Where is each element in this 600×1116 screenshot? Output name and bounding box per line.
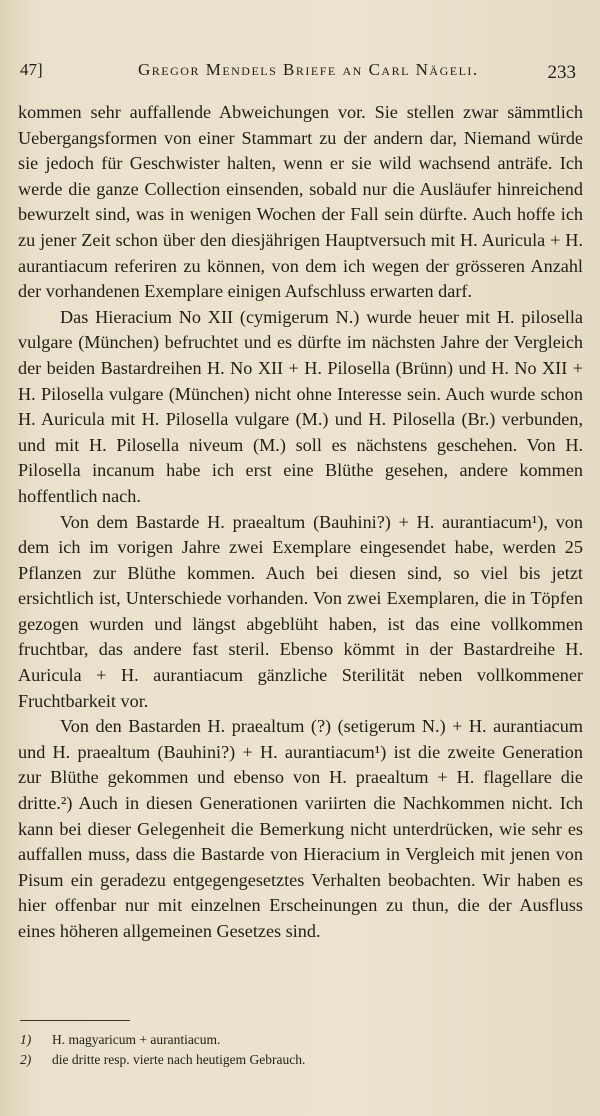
footnote-marker: 1) — [20, 1032, 32, 1047]
footnote — [20, 1050, 580, 1070]
paragraph: Von dem Bastarde H. praealtum (Bauhini?) + H. aurantiacum¹), von dem ich im vorigen Jahre zwei Exemplare eingesendet habe, werden 25 Pflanzen zur Blüthe kommen. Auch bei diesen sind, so viel bis jetzt ersichtlich ist, Unterschiede vorhanden. Von zwei Exemplaren, die in Töpfen gezogen wurden und längst abgeblüht haben, ist das eine vollkommen fruchtbar, das andere fast steril. Ebenso kömmt in der Bastardreihe H. Auricula + H. aurantiacum gänzliche Sterilität neben vollkommener Fruchtbarkeit vor. — [18, 511, 583, 711]
paragraph: kommen sehr auffallende Abweichungen vor. Sie stellen zwar sämmtlich Uebergangsformen von einer Stammart zu der andern dar, Niemand würde sie jedoch für Geschwister halten, wenn er sie wild wachsend anträfe. Ich werde die ganze Collection einsenden, sobald nur die Ausläufer hinreichend bewurzelt sind, was in wenigen Wochen der Fall sein dürfte. Auch hoffe ich zu jener Zeit schon über den diesjährigen Hauptversuch mit H. Auricula + H. aurantiacum referiren zu können, von dem ich wegen der grösseren Anzahl der vorhandenen Exemplare einigen Aufschluss erwarten darf. — [18, 102, 583, 302]
footnote-text: die dritte resp. vierte nach heutigem Gebrauch. — [52, 1052, 306, 1067]
paragraph: Das Hieracium No XII (cymigerum N.) wurde heuer mit H. pilosella vulgare (München) befruchtet und es dürfte im nächsten Jahre der Vergleich der beiden Bastardreihen H. No XII + H. Pilosella (Brünn) und H. No XII + H. Pilosella vulgare (München) nicht ohne Interesse sein. Auch wurde schon H. Auricula mit H. Pilosella vulgare (M.) und H. Pilosella (Br.) verbunden, und mit H. Pilosella niveum (M.) soll es nächstens geschehen. Von H. Pilosella incanum habe ich erst eine Blüthe gesehen, andere kommen hoffentlich nach. — [18, 306, 583, 506]
paragraph: Von den Bastarden H. praealtum (?) (setigerum N.) + H. aurantiacum und H. praealtum (Bauhini?) + H. aurantiacum¹) ist die zweite Generation zur Blüthe gekommen und ebenso von H. praealtum + H. flagellare die dritte.²) Auch in diesen Generationen variirten die Nachkommen nicht. Ich kann bei dieser Gelegenheit die Bemerkung nicht unterdrücken, wie sehr es auffallen muss, dass die Bastarde von Hieracium in Vergleich mit jenen von Pisum ein geradezu entgegengesetztes Verhalten beobachten. Wir haben es hier offenbar nur mit einzelnen Erscheinungen zu thun, die der Ausfluss eines höheren allgemeinen Gesetzes sind. — [18, 716, 583, 941]
header-section-number: 47] — [20, 60, 43, 79]
footnote-marker: 2) — [20, 1052, 32, 1067]
footnote-text: H. magyaricum + aurantiacum. — [52, 1032, 221, 1047]
footnote-divider — [20, 1020, 130, 1021]
page-number: 233 — [547, 62, 576, 83]
footnote — [20, 1030, 580, 1050]
running-header — [20, 60, 588, 86]
body-text — [18, 100, 583, 945]
footnotes — [20, 1030, 580, 1070]
header-title: Gregor Mendels Briefe an Carl Nägeli. — [138, 60, 479, 79]
